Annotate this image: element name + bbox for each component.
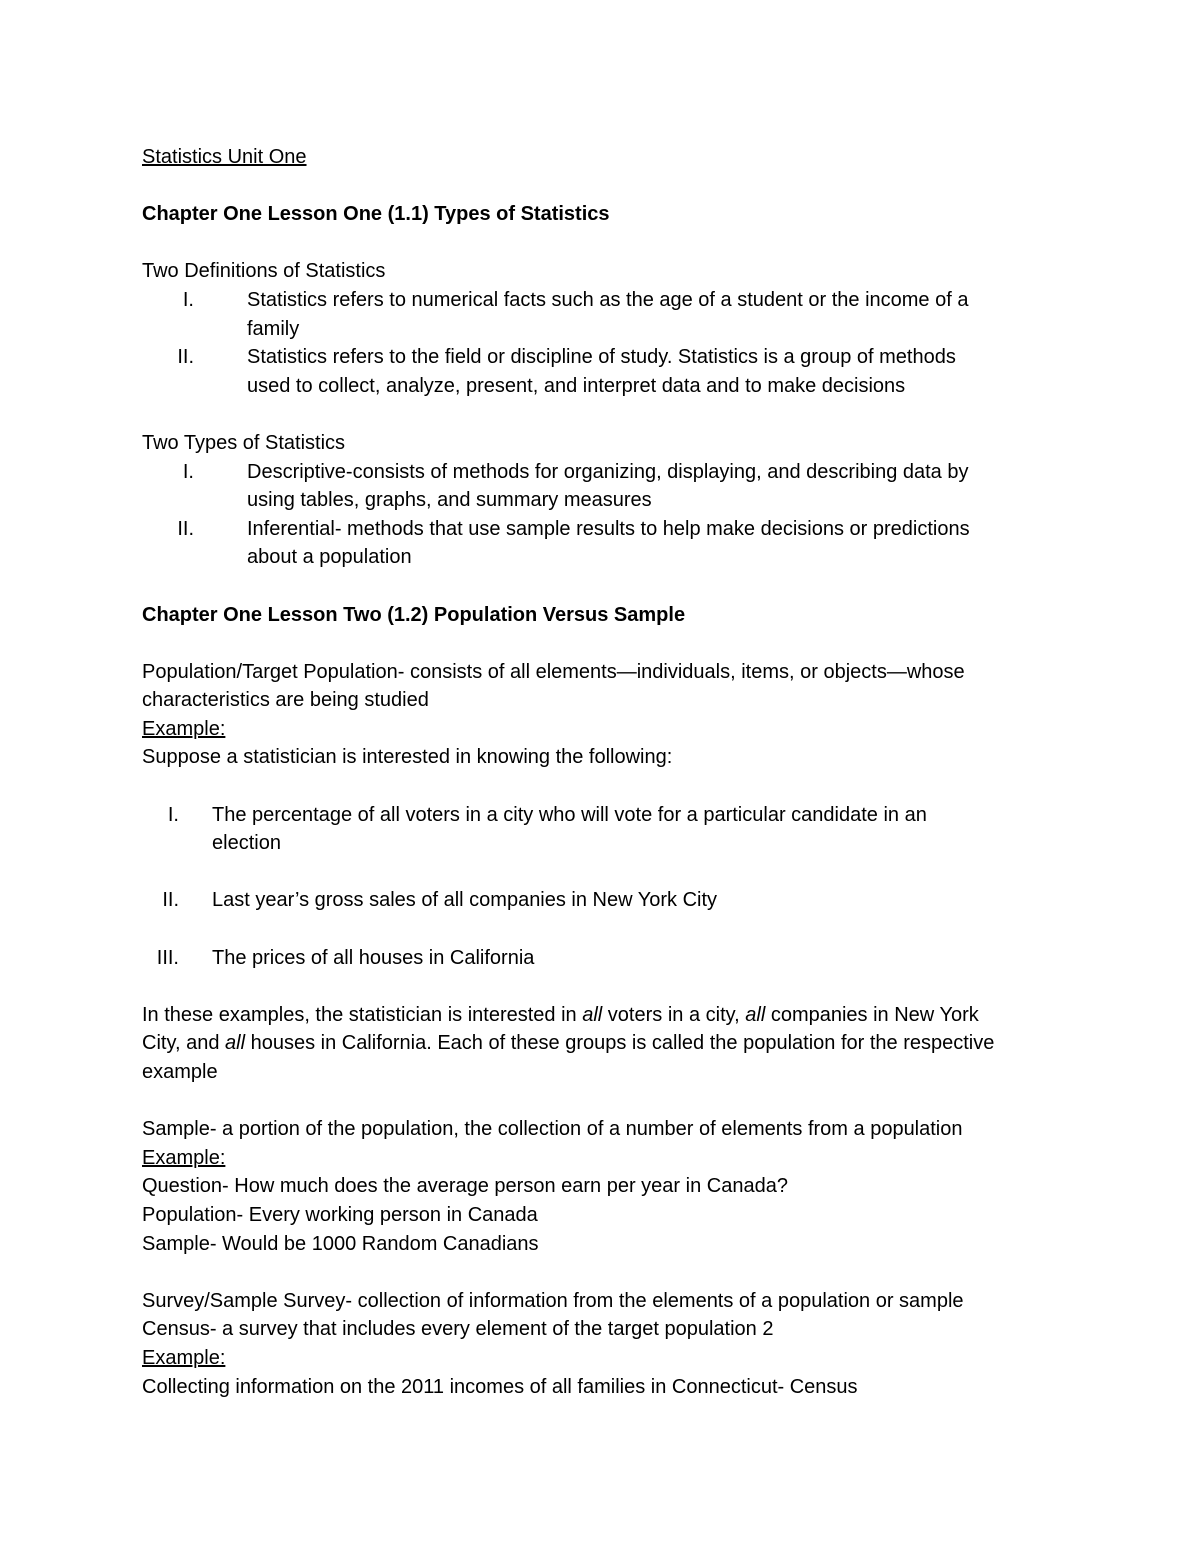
emphasis-all: all — [225, 1032, 246, 1055]
list-numeral: II. — [162, 889, 179, 912]
list-text: Descriptive-consists of methods for organizing, displaying, and describing data by — [247, 460, 969, 483]
list-item — [142, 801, 1072, 858]
lesson-1-2-heading: Chapter One Lesson Two (1.2) Population Versus Sample — [142, 603, 686, 626]
survey-definition: Survey/Sample Survey- collection of information from the elements of a population or sample — [142, 1289, 964, 1312]
example-question: Question- How much does the average person earn per year in Canada? — [142, 1175, 788, 1198]
summary-text: voters in a city, — [602, 1003, 746, 1026]
document-page — [142, 143, 1072, 1401]
list-text: The percentage of all voters in a city who will vote for a particular candidate in an — [212, 803, 927, 826]
summary-text: houses in California. Each of these groups is called the population for the respective — [245, 1032, 995, 1055]
emphasis-all: all — [582, 1003, 603, 1026]
list-text: election — [212, 832, 281, 855]
summary-text: companies in New York — [765, 1003, 979, 1026]
summary-text: In these examples, the statistician is interested in — [142, 1003, 583, 1026]
list-item — [142, 886, 1072, 915]
list-text: Statistics refers to numerical facts such as the age of a student or the income of a — [247, 288, 969, 311]
summary-text: example — [142, 1061, 218, 1083]
types-list — [142, 458, 1072, 572]
list-numeral: II. — [177, 517, 194, 540]
emphasis-all: all — [745, 1003, 766, 1026]
list-numeral: II. — [177, 346, 194, 369]
examples-summary — [142, 1001, 1072, 1087]
definitions-label: Two Definitions of Statistics — [142, 260, 386, 283]
example-label: Example: — [142, 1346, 226, 1369]
list-text: using tables, graphs, and summary measures — [247, 489, 652, 512]
list-item — [142, 343, 1072, 400]
population-definition: characteristics are being studied — [142, 689, 429, 712]
example-label: Example: — [142, 717, 226, 740]
list-text: family — [247, 317, 300, 340]
census-example: Collecting information on the 2011 incomes of all families in Connecticut- Census — [142, 1375, 858, 1398]
list-text: Last year’s gross sales of all companies in New York City — [212, 889, 718, 912]
summary-text: City, and — [142, 1032, 225, 1055]
example-label: Example: — [142, 1146, 226, 1169]
list-item — [142, 286, 1072, 343]
list-numeral: III. — [156, 946, 179, 969]
list-text: The prices of all houses in California — [212, 946, 535, 969]
example-population: Population- Every working person in Canada — [142, 1203, 538, 1226]
census-definition: Census- a survey that includes every element of the target population 2 — [142, 1318, 774, 1341]
list-numeral: I. — [182, 460, 194, 483]
list-text: about a population — [247, 546, 412, 569]
population-definition: Population/Target Population- consists of all elements—individuals, items, or objects—whose — [142, 660, 965, 683]
list-text: used to collect, analyze, present, and interpret data and to make decisions — [247, 374, 906, 397]
example-sample: Sample- Would be 1000 Random Canadians — [142, 1232, 539, 1255]
definitions-list — [142, 286, 1072, 400]
list-text: Inferential- methods that use sample results to help make decisions or predictions — [247, 517, 970, 540]
list-item — [142, 458, 1072, 515]
list-numeral: I. — [167, 803, 179, 826]
types-label: Two Types of Statistics — [142, 431, 346, 454]
list-numeral: I. — [182, 288, 194, 311]
lesson-1-1-heading: Chapter One Lesson One (1.1) Types of Statistics — [142, 203, 610, 226]
list-text: Statistics refers to the field or discipline of study. Statistics is a group of methods — [247, 346, 956, 369]
example-intro: Suppose a statistician is interested in knowing the following: — [142, 746, 673, 769]
list-item — [142, 944, 1072, 973]
list-item — [142, 515, 1072, 572]
sample-definition: Sample- a portion of the population, the collection of a number of elements from a population — [142, 1118, 963, 1141]
population-examples-list — [142, 801, 1072, 973]
document-title: Statistics Unit One — [142, 146, 307, 168]
